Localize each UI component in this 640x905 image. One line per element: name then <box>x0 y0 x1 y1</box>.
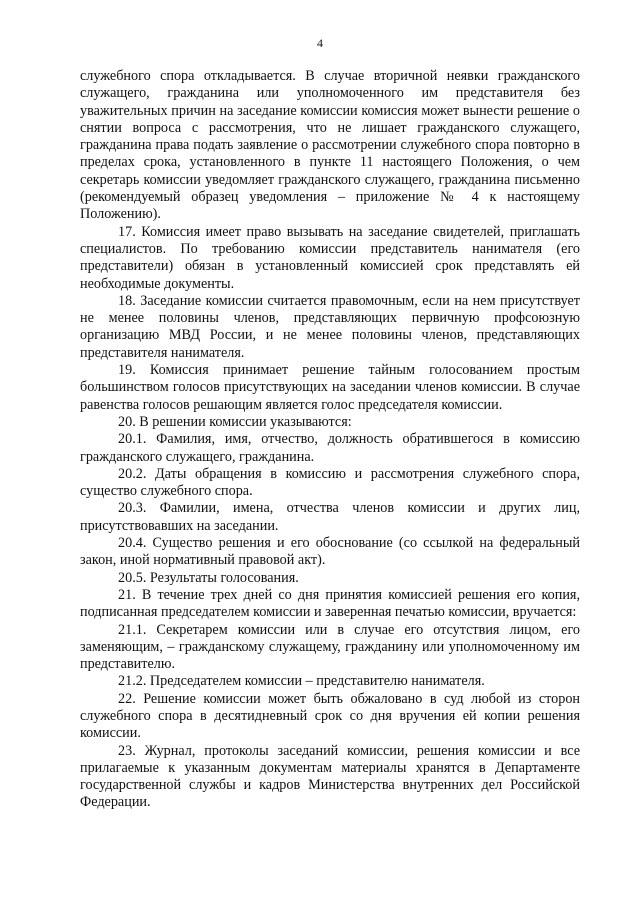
paragraph: 21.1. Секретарем комиссии или в случае его отсутствия лицом, его заменяющим, – гражданскому служащему, гражданину или уполномоченному им представителю. <box>80 621 580 673</box>
paragraph: 20.5. Результаты голосования. <box>118 569 299 586</box>
document-body <box>80 68 580 812</box>
page-number: 4 <box>317 36 323 50</box>
paragraph: 17. Комиссия имеет право вызывать на заседание свидетелей, приглашать специалистов. По требованию комиссии представитель нанимателя (его представители) обязан в установленный комиссией срок представлять ей необходимые документы. <box>80 223 580 292</box>
paragraph: 21.2. Председателем комиссии – представителю нанимателя. <box>118 673 485 690</box>
paragraph: служебного спора откладывается. В случае вторичной неявки гражданского служащего, гражданина или уполномоченного им представителя без уважительных причин на заседание комиссии комиссия может вынести решение о снятии вопроса с рассмотрения, что не лишает гражданского служащего, гражданина права подать заявление о рассмотрении служебного спора повторно в пределах срока, установленного в пункте 11 настоящего Положения, о чем секретарь комиссии уведомляет гражданского служащего, гражданина письменно (рекомендуемый образец уведомления – приложение № 4 к настоящему Положению). <box>80 68 580 223</box>
paragraph: 23. Журнал, протоколы заседаний комиссии, решения комиссии и все прилагаемые к указанным документам материалы хранятся в Департаменте государственной службы и кадров Министерства внутренних дел Российской Федерации. <box>80 742 580 811</box>
paragraph: 20.2. Даты обращения в комиссию и рассмотрения служебного спора, существо служебного спора. <box>80 465 580 500</box>
paragraph: 20.4. Существо решения и его обоснование (со ссылкой на федеральный закон, иной нормативный правовой акт). <box>80 535 580 569</box>
paragraph: 20.1. Фамилия, имя, отчество, должность обратившегося в комиссию гражданского служащего, гражданина. <box>80 431 580 465</box>
paragraph: 21. В течение трех дней со дня принятия комиссией решения его копия, подписанная председателем комиссии и заверенная печатью комиссии, вручается: <box>80 586 580 621</box>
paragraph: 22. Решение комиссии может быть обжаловано в суд любой из сторон служебного спора в десятидневный срок со дня вручения ей копии решения комиссии. <box>80 690 580 742</box>
paragraph: 18. Заседание комиссии считается правомочным, если на нем присутствует не менее половины членов, представляющих первичную профсоюзную организацию МВД России, и не менее половины членов, представляющих представителя нанимателя. <box>80 292 580 361</box>
paragraph: 19. Комиссия принимает решение тайным голосованием простым большинством голосов присутствующих на заседании членов комиссии. В случае равенства голосов решающим является голос председателя комиссии. <box>80 362 580 413</box>
paragraph: 20. В решении комиссии указываются: <box>118 413 352 430</box>
paragraph: 20.3. Фамилии, имена, отчества членов комиссии и других лиц, присутствовавших на заседании. <box>80 500 580 534</box>
